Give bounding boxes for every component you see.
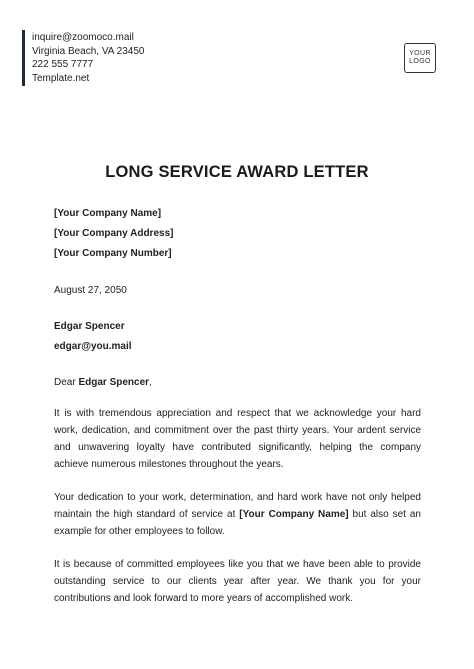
salutation-suffix: , bbox=[149, 377, 152, 388]
salutation-prefix: Dear bbox=[54, 377, 79, 388]
company-block bbox=[54, 205, 421, 262]
logo-placeholder bbox=[404, 43, 436, 73]
letter-title: LONG SERVICE AWARD LETTER bbox=[105, 163, 369, 181]
paragraph-dedication bbox=[54, 489, 421, 540]
company-address: [Your Company Address] bbox=[54, 228, 174, 239]
sender-phone: 222 555 7777 bbox=[32, 59, 94, 70]
logo-text-line2: LOGO bbox=[409, 58, 431, 65]
paragraph-dedication-text-1: Your dedication to your work, determination, and hard work have not only helped maintain the high standard of service at bbox=[54, 492, 421, 520]
salutation-name: Edgar Spencer bbox=[78, 377, 150, 388]
letter-date: August 27, 2050 bbox=[54, 285, 127, 296]
sender-contact-block bbox=[32, 31, 145, 85]
sender-address: Virginia Beach, VA 23450 bbox=[32, 45, 145, 57]
recipient-block bbox=[54, 318, 421, 355]
sender-website: Template.net bbox=[32, 72, 90, 84]
paragraph-appreciation: It is with tremendous appreciation and respect that we acknowledge your hard work, dedication, and commitment over the past thirty years. Your ardent service and unwavering loyalty have contributed significantly, helping the company achieve numerous milestones throughout the years. bbox=[54, 408, 421, 470]
salutation bbox=[54, 374, 421, 391]
company-name: [Your Company Name] bbox=[54, 208, 162, 219]
header-accent-bar bbox=[22, 30, 25, 86]
paragraph-dedication-text-2: but also set an example for other employees to follow. bbox=[54, 509, 421, 537]
paragraph-dedication-company: [Your Company Name] bbox=[239, 509, 349, 520]
sender-email: inquire@zoomoco.mail bbox=[32, 32, 134, 43]
company-number: [Your Company Number] bbox=[54, 248, 172, 259]
recipient-email: edgar@you.mail bbox=[54, 341, 132, 352]
recipient-name: Edgar Spencer bbox=[54, 321, 125, 332]
paragraph-thanks: It is because of committed employees like you that we have been able to provide outstanding service to our clients year after year. We thank you for your contributions and look forward to more years of accomplished work. bbox=[54, 559, 421, 604]
logo-text-line1: YOUR bbox=[409, 50, 431, 57]
